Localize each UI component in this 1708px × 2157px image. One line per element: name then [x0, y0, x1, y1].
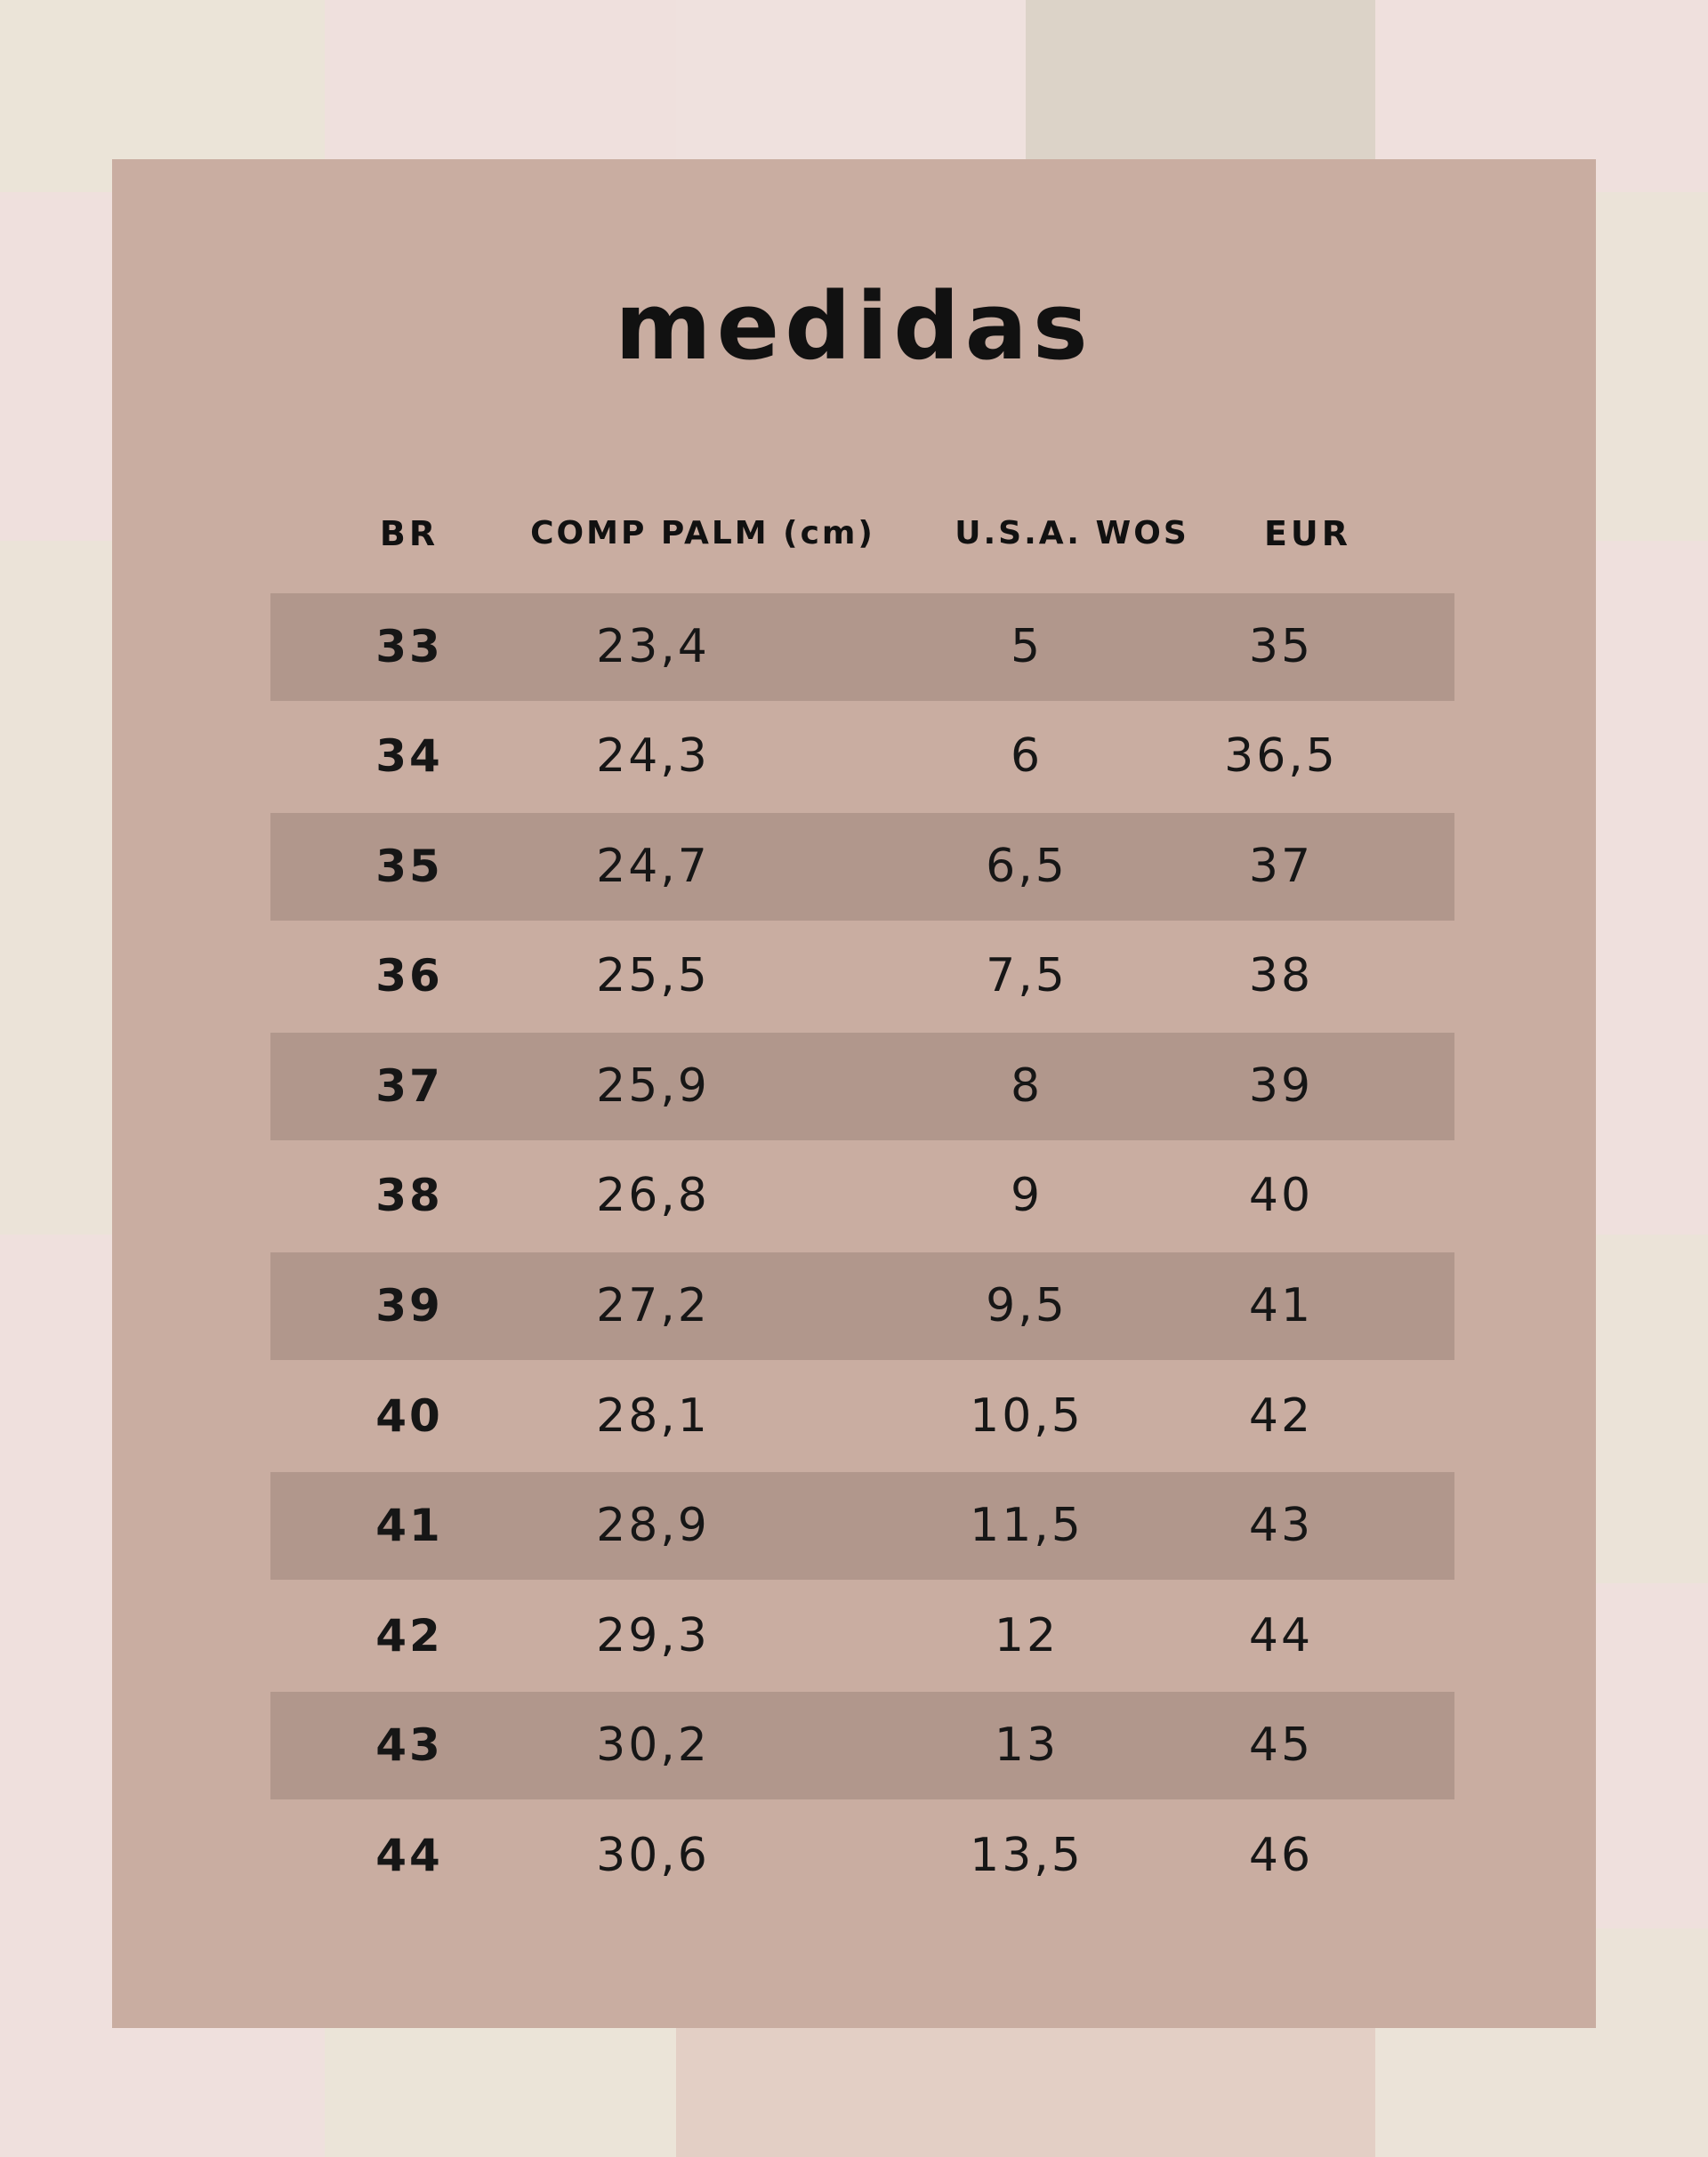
cell-usa-wos: 9,5 — [986, 1279, 1068, 1332]
cell-comp-palm: 24,3 — [596, 729, 710, 783]
cell-eur: 45 — [1248, 1718, 1314, 1772]
cell-comp-palm: 24,7 — [596, 840, 710, 893]
cell-usa-wos: 8 — [1010, 1059, 1043, 1113]
header-br: BR — [379, 514, 439, 553]
table-row — [270, 1802, 1454, 1910]
bg-tile — [0, 541, 112, 1235]
cell-comp-palm: 23,4 — [596, 620, 710, 673]
cell-br: 37 — [375, 1060, 443, 1112]
cell-eur: 39 — [1248, 1059, 1314, 1113]
cell-comp-palm: 28,1 — [596, 1389, 710, 1443]
table-row — [270, 922, 1454, 1030]
table-row — [270, 703, 1454, 810]
cell-usa-wos: 6,5 — [986, 840, 1068, 893]
cell-eur: 36,5 — [1224, 729, 1338, 783]
table-row — [270, 1582, 1454, 1690]
header-eur: EUR — [1263, 514, 1352, 553]
cell-br: 33 — [375, 621, 443, 672]
bg-tile — [0, 1235, 112, 1928]
cell-comp-palm: 28,9 — [596, 1499, 710, 1552]
cell-br: 39 — [375, 1280, 443, 1332]
cell-comp-palm: 25,9 — [596, 1059, 710, 1113]
cell-usa-wos: 9 — [1010, 1169, 1043, 1222]
cell-br: 34 — [375, 730, 443, 782]
cell-usa-wos: 11,5 — [970, 1499, 1084, 1552]
cell-eur: 43 — [1248, 1499, 1314, 1552]
cell-comp-palm: 25,5 — [596, 949, 710, 1002]
cell-comp-palm: 30,2 — [596, 1718, 710, 1772]
cell-br: 38 — [375, 1170, 443, 1221]
cell-comp-palm: 27,2 — [596, 1279, 710, 1332]
page-title: medidas — [615, 272, 1093, 381]
cell-br: 44 — [375, 1830, 443, 1881]
cell-comp-palm: 26,8 — [596, 1169, 710, 1222]
cell-eur: 35 — [1248, 620, 1314, 673]
header-usa-wos: U.S.A. WOS — [955, 515, 1189, 551]
table-row — [270, 1252, 1454, 1360]
cell-usa-wos: 7,5 — [986, 949, 1068, 1002]
cell-eur: 42 — [1248, 1389, 1314, 1443]
cell-usa-wos: 13 — [994, 1718, 1059, 1772]
table-row — [270, 1363, 1454, 1470]
cell-eur: 41 — [1248, 1279, 1314, 1332]
cell-usa-wos: 6 — [1010, 729, 1043, 783]
cell-eur: 37 — [1248, 840, 1314, 893]
table-row — [270, 1692, 1454, 1799]
cell-br: 36 — [375, 950, 443, 1002]
cell-br: 42 — [375, 1610, 443, 1662]
table-header — [0, 511, 1708, 556]
cell-eur: 46 — [1248, 1829, 1314, 1882]
table-row — [270, 1472, 1454, 1580]
cell-br: 35 — [375, 841, 443, 892]
cell-br: 43 — [375, 1719, 443, 1771]
bg-tile — [1596, 541, 1708, 1235]
bg-tile — [1596, 1235, 1708, 1583]
cell-usa-wos: 5 — [1010, 620, 1043, 673]
cell-comp-palm: 30,6 — [596, 1829, 710, 1882]
header-comp-palm: COMP PALM (cm) — [530, 515, 875, 551]
cell-usa-wos: 12 — [994, 1609, 1059, 1662]
cell-comp-palm: 29,3 — [596, 1609, 710, 1662]
table-row — [270, 1142, 1454, 1250]
table-row — [270, 1033, 1454, 1140]
cell-eur: 38 — [1248, 949, 1314, 1002]
cell-usa-wos: 10,5 — [970, 1389, 1084, 1443]
bg-tile — [1596, 1583, 1708, 1930]
cell-usa-wos: 13,5 — [970, 1829, 1084, 1882]
table-row — [270, 813, 1454, 921]
cell-eur: 40 — [1248, 1169, 1314, 1222]
cell-eur: 44 — [1248, 1609, 1314, 1662]
table-row — [270, 593, 1454, 701]
cell-br: 40 — [375, 1390, 443, 1442]
cell-br: 41 — [375, 1500, 443, 1551]
